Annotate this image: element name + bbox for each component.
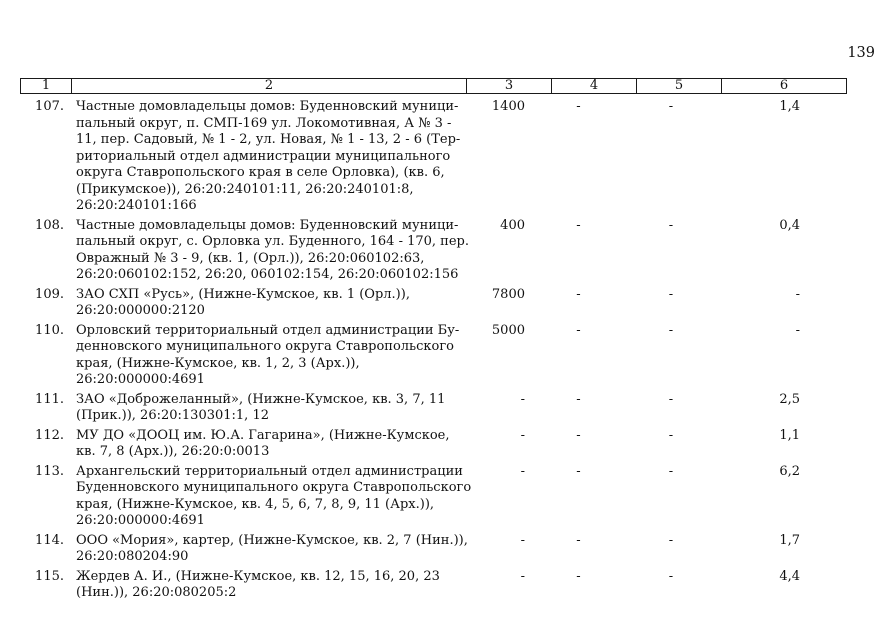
row-value-col3: 1400 bbox=[491, 99, 525, 114]
row-value-col3: - bbox=[520, 391, 525, 407]
row-description bbox=[76, 217, 469, 284]
row-value-col5: - bbox=[668, 391, 674, 407]
table-row bbox=[20, 533, 847, 566]
description-line: ЗАО СХП «Русь», (Нижне-Кумское, кв. 1 (Орл.)), bbox=[76, 286, 410, 302]
description-line: кв. 7, 8 (Арх.)), 26:20:0:0013 bbox=[76, 444, 270, 459]
row-value-col6: 1,7 bbox=[779, 532, 800, 548]
row-value-col6: 6,2 bbox=[779, 463, 800, 479]
row-value-col6: 1,4 bbox=[779, 99, 800, 114]
description-line: края, (Нижне-Кумское, кв. 4, 5, 6, 7, 8, 9, 11 (Арх.)), bbox=[76, 496, 435, 512]
row-value-col6: - bbox=[795, 322, 800, 338]
table-row bbox=[20, 569, 847, 602]
description-line: пальный округ, п. СМП-169 ул. Локомотивная, А № 3 - bbox=[76, 115, 452, 131]
description-line: 11, пер. Садовый, № 1 - 2, ул. Новая, № 1 - 13, 2 - 6 (Тер- bbox=[76, 132, 461, 147]
description-line: 26:20:060102:152, 26:20, 060102:154, 26:20:060102:156 bbox=[76, 267, 459, 282]
row-description bbox=[76, 428, 456, 461]
description-line: риториальный отдел администрации муниципального bbox=[76, 148, 451, 164]
row-value-col5: - bbox=[668, 427, 674, 443]
row-value-col6: 1,1 bbox=[779, 427, 800, 443]
row-description bbox=[76, 322, 460, 389]
row-value-col5: - bbox=[668, 286, 674, 302]
description-line: Частные домовладельцы домов: Буденновский муници- bbox=[76, 217, 459, 233]
row-value-col6: 4,4 bbox=[779, 568, 800, 584]
column-header-4: 4 bbox=[551, 79, 636, 93]
row-number: 110. bbox=[35, 322, 64, 338]
row-value-col4: - bbox=[576, 99, 581, 114]
description-line: ЗАО «Доброжеланный», (Нижне-Кумское, кв. 3, 7, 11 bbox=[76, 391, 446, 407]
row-description bbox=[76, 532, 468, 566]
row-number: 111. bbox=[35, 391, 64, 407]
description-line: Частные домовладельцы домов: Буденновский муници- bbox=[76, 99, 459, 114]
column-header-3: 3 bbox=[466, 79, 551, 93]
table-row bbox=[20, 392, 847, 425]
row-value-col4: - bbox=[576, 286, 581, 302]
row-value-col3: 5000 bbox=[491, 322, 525, 338]
row-value-col6: 0,4 bbox=[779, 217, 800, 233]
column-header-1: 1 bbox=[41, 78, 51, 93]
page-number: 139 bbox=[847, 45, 875, 61]
row-value-col3: 7800 bbox=[491, 286, 525, 302]
description-line: Жердев А. И., (Нижне-Кумское, кв. 12, 15, 16, 20, 23 bbox=[76, 568, 440, 584]
row-description bbox=[76, 99, 461, 215]
row-value-col6: 2,5 bbox=[779, 391, 800, 407]
row-value-col5: - bbox=[668, 99, 674, 114]
column-header-5: 5 bbox=[636, 79, 721, 93]
description-line: Овражный № 3 - 9, (кв. 1, (Орл.)), 26:20:060102:63, bbox=[76, 250, 425, 266]
description-line: пальный округ, с. Орловка ул. Буденного, 164 - 170, пер. bbox=[76, 234, 469, 249]
description-line: 26:20:000000:4691 bbox=[76, 513, 205, 528]
row-value-col6: - bbox=[795, 286, 800, 302]
row-value-col4: - bbox=[576, 463, 581, 479]
table-row bbox=[20, 464, 847, 530]
description-line: ООО «Мория», картер, (Нижне-Кумское, кв. 2, 7 (Нин.)), bbox=[76, 532, 468, 548]
row-number: 108. bbox=[35, 217, 64, 233]
row-value-col5: - bbox=[668, 568, 674, 584]
row-value-col5: - bbox=[668, 463, 674, 479]
column-header-2: 2 bbox=[71, 79, 466, 93]
row-value-col4: - bbox=[576, 427, 581, 443]
table-row bbox=[20, 287, 847, 320]
row-description bbox=[76, 392, 456, 425]
row-value-col4: - bbox=[576, 391, 581, 407]
row-value-col3: - bbox=[520, 463, 525, 479]
column-header-6: 6 bbox=[721, 79, 846, 93]
description-line: округа Ставропольского края в селе Орловка), (кв. 6, bbox=[76, 165, 445, 180]
row-description bbox=[76, 287, 456, 320]
row-value-col5: - bbox=[668, 532, 674, 548]
description-line: Буденновского муниципального округа Ставропольского bbox=[76, 480, 472, 495]
row-value-col3: - bbox=[520, 532, 525, 548]
table-body bbox=[20, 99, 847, 602]
row-number: 109. bbox=[35, 286, 64, 302]
row-number: 112. bbox=[35, 427, 64, 443]
description-line: (Прикумское)), 26:20:240101:11, 26:20:240101:8, bbox=[76, 181, 414, 197]
description-line: 26:20:240101:166 bbox=[76, 198, 197, 213]
description-line: 26:20:000000:4691 bbox=[76, 372, 205, 387]
row-description bbox=[76, 463, 472, 530]
description-line: края, (Нижне-Кумское, кв. 1, 2, 3 (Арх.)), bbox=[76, 355, 360, 371]
description-line: Архангельский территориальный отдел администрации bbox=[76, 463, 463, 479]
row-number: 115. bbox=[35, 568, 64, 584]
row-number: 107. bbox=[35, 99, 64, 114]
row-value-col3: 400 bbox=[500, 217, 525, 233]
row-number: 113. bbox=[35, 463, 64, 479]
table-row bbox=[20, 218, 847, 284]
description-line: (Нин.)), 26:20:080205:2 bbox=[76, 585, 237, 600]
row-value-col4: - bbox=[576, 532, 581, 548]
row-value-col5: - bbox=[668, 217, 674, 233]
description-line: денновского муниципального округа Ставропольского bbox=[76, 339, 454, 354]
row-number: 114. bbox=[35, 532, 64, 548]
description-line: Орловский территориальный отдел администрации Бу- bbox=[76, 322, 460, 338]
description-line: МУ ДО «ДООЦ им. Ю.А. Гагарина», (Нижне-Кумское, bbox=[76, 427, 450, 443]
table-header-row bbox=[20, 78, 847, 94]
table-row bbox=[20, 428, 847, 461]
row-value-col5: - bbox=[668, 322, 674, 338]
row-value-col4: - bbox=[576, 217, 581, 233]
row-description bbox=[76, 569, 456, 602]
row-value-col3: - bbox=[520, 427, 525, 443]
description-line: 26:20:000000:2120 bbox=[76, 303, 205, 318]
data-table bbox=[20, 78, 847, 605]
table-row bbox=[20, 99, 847, 215]
description-line: (Прик.)), 26:20:130301:1, 12 bbox=[76, 408, 269, 423]
row-value-col4: - bbox=[576, 322, 581, 338]
row-value-col3: - bbox=[520, 568, 525, 584]
row-value-col4: - bbox=[576, 568, 581, 584]
description-line: 26:20:080204:90 bbox=[76, 549, 189, 564]
table-row bbox=[20, 323, 847, 389]
